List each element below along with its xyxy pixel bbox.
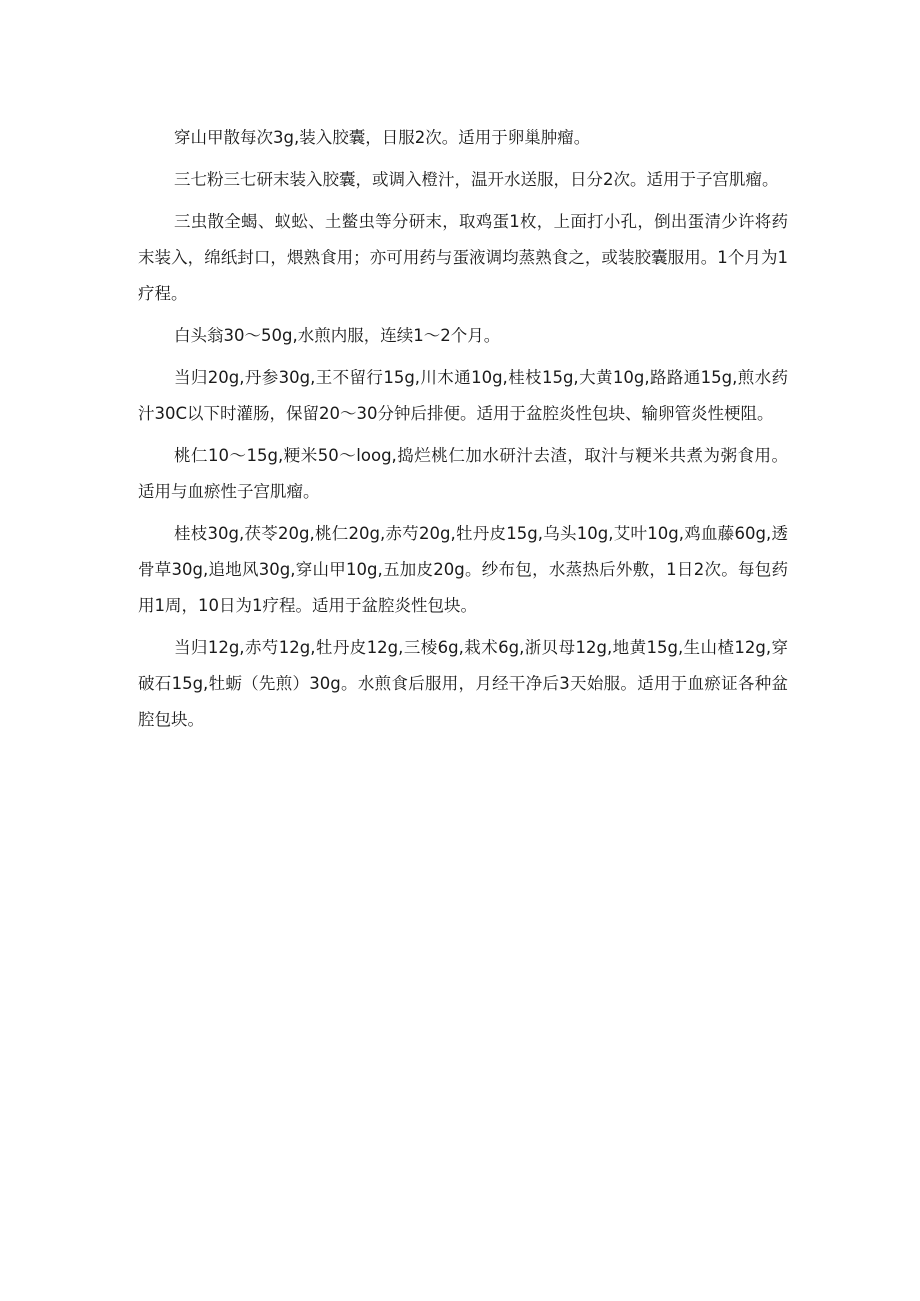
paragraph-chuanshanjia-powder: 穿山甲散每次3g,装入胶囊，日服2次。适用于卵巢肿瘤。 — [174, 128, 591, 147]
document-body — [138, 120, 788, 744]
paragraph-guizhi-compress: 桂枝30g,茯苓20g,桃仁20g,赤芍20g,牡丹皮15g,乌头10g,艾叶10g,鸡血藤60g,透骨草30g,追地风30g,穿山甲10g,五加皮20g。纱布包，水蒸热后外敷，1日2次。每包药用1周，10日为1疗程。适用于盆腔炎性包块。 — [138, 524, 788, 615]
paragraph-sanchong-powder: 三虫散全蝎、蚁蚣、土鳖虫等分研末，取鸡蛋1枚，上面打小孔，倒出蛋清少许将药末装入，绵纸封口，煨熟食用；亦可用药与蛋液调均蒸熟食之，或装胶囊服用。1个月为1疗程。 — [138, 212, 788, 303]
paragraph-baitouweng: 白头翁30～50g,水煎内服，连续1～2个月。 — [174, 326, 501, 345]
paragraph-danggui-decoction: 当归12g,赤芍12g,牡丹皮12g,三棱6g,栽术6g,浙贝母12g,地黄15g,生山楂12g,穿破石15g,牡蛎（先煎）30g。水煎食后服用，月经干净后3天始服。适用于血瘀证各种盆腔包块。 — [138, 638, 788, 729]
paragraph-sanqi-powder: 三七粉三七研末装入胶囊，或调入橙汁，温开水送服，日分2次。适用于子宫肌瘤。 — [174, 170, 779, 189]
paragraph-taoren-porridge: 桃仁10～15g,粳米50～loog,捣烂桃仁加水研汁去渣，取汁与粳米共煮为粥食用。适用与血瘀性子宫肌瘤。 — [138, 446, 788, 501]
paragraph-danggui-enema: 当归20g,丹参30g,王不留行15g,川木通10g,桂枝15g,大黄10g,路路通15g,煎水药汁30C以下时灌肠，保留20～30分钟后排便。适用于盆腔炎性包块、输卵管炎性梗阻。 — [138, 368, 788, 423]
